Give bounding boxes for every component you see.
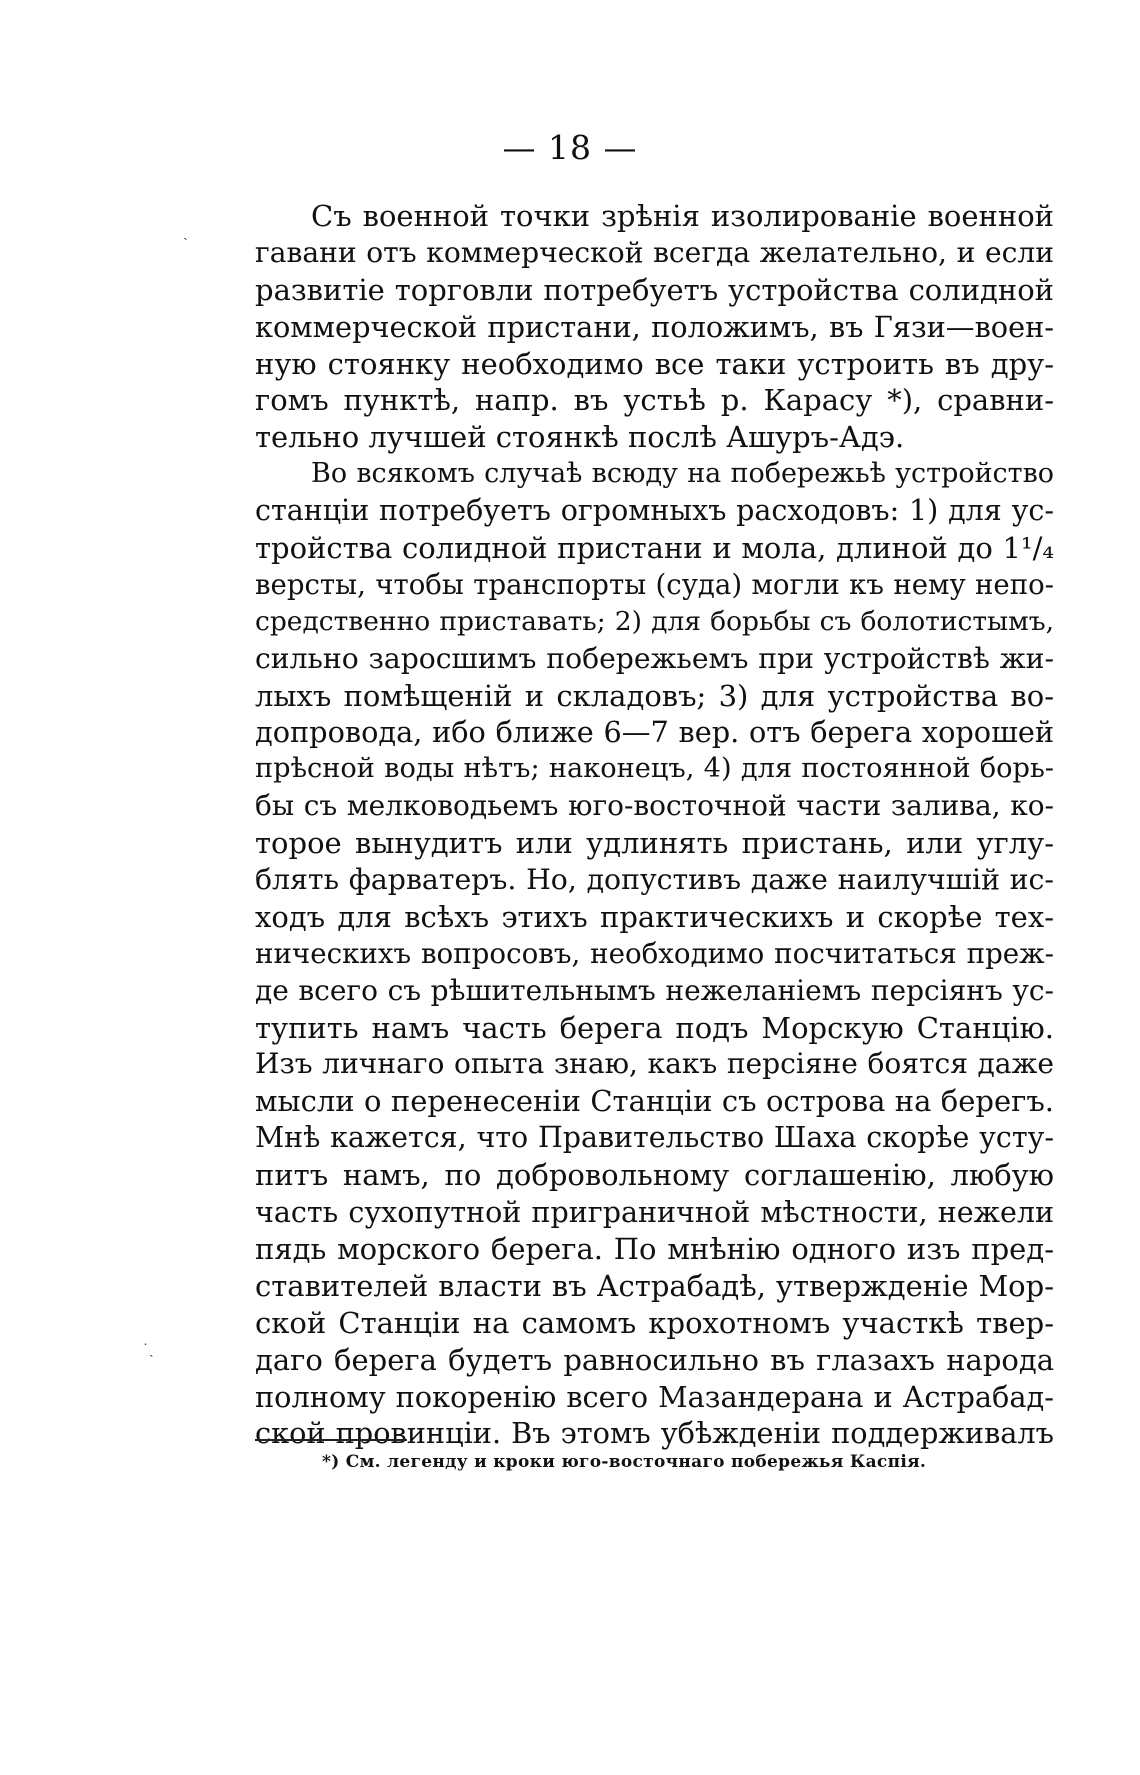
text-line: мысли о перенесеніи Станціи съ острова на берегъ.	[255, 1084, 1054, 1119]
text-line: пядь морского берега. По мнѣнію одного изъ пред-	[255, 1231, 1054, 1266]
text-line: станціи потребуетъ огромныхъ расходовъ: 1) для ус-	[255, 494, 1054, 528]
text-line: ническихъ вопросовъ, необходимо посчитаться преж-	[255, 936, 1054, 970]
text-line: средственно приставать; 2) для борьбы съ болотистымъ,	[255, 605, 1054, 637]
footnote: *) См. легенду и кроки юго-восточнаго побережья Каспія.	[322, 1452, 927, 1472]
text-line: коммерческой пристани, положимъ, въ Гязи—воен-	[255, 309, 1054, 344]
text-line: тройства солидной пристани и мола, длиной до 1¹/₄	[255, 531, 1054, 566]
text-line: лыхъ помѣщеній и складовъ; 3) для устройства во-	[255, 678, 1054, 713]
text-line: питъ намъ, по добровольному соглашенію, любую	[255, 1158, 1054, 1193]
footnote-divider	[255, 1439, 407, 1441]
body-text	[255, 198, 1054, 1452]
text-line: даго берега будетъ равносильно въ глазахъ народа	[255, 1342, 1054, 1377]
text-line: Изъ личнаго опыта знаю, какъ персіяне боятся даже	[255, 1047, 1054, 1081]
text-line: де всего съ рѣшительнымъ нежеланіемъ персіянъ ус-	[255, 973, 1054, 1007]
text-line: торое вынудитъ или удлинять пристань, или углу-	[255, 826, 1054, 861]
text-line: допровода, ибо ближе 6—7 вер. отъ берега хорошей	[255, 715, 1054, 750]
margin-speck: ˎ	[183, 225, 188, 241]
text-line: сильно заросшимъ побережьемъ при устройствѣ жи-	[255, 641, 1054, 675]
text-line: прѣсной воды нѣтъ; наконецъ, 4) для постоянной борь-	[255, 753, 1054, 785]
text-line: бы съ мелководьемъ юго-восточной части залива, ко-	[255, 789, 1054, 823]
text-line: ской провинціи. Въ этомъ убѣжденіи поддерживалъ	[255, 1416, 1054, 1451]
text-line: развитіе торговли потребуетъ устройства солидной	[255, 272, 1054, 307]
text-line: ходъ для всѣхъ этихъ практическихъ и скорѣе тех-	[255, 899, 1054, 934]
text-line: тельно лучшей стоянкѣ послѣ Ашуръ-Адэ.	[255, 420, 905, 455]
text-line: часть сухопутной пригpаничной мѣстности, нежели	[255, 1195, 1054, 1230]
page-number: — 18 —	[502, 128, 638, 167]
text-line: Мнѣ кажется, что Правительство Шаха скорѣе усту-	[255, 1121, 1054, 1155]
margin-speck: ˙ˏ	[142, 1342, 154, 1358]
text-line: блять фарватеръ. Но, допустивъ даже наилучшій ис-	[255, 863, 1054, 897]
text-line: ную стоянку необходимо все таки устроить въ дру-	[255, 346, 1054, 381]
text-line: Съ военной точки зрѣнія изолированіе военной	[311, 199, 1054, 233]
text-line: Во всякомъ случаѣ всюду на побережьѣ устройство	[311, 458, 1054, 490]
text-line: ской Станціи на самомъ крохотномъ участкѣ твер-	[255, 1305, 1054, 1340]
text-line: тупить намъ часть берега подъ Морскую Станцію.	[255, 1010, 1054, 1045]
text-line: гомъ пунктѣ, напр. въ устьѣ р. Карасу *), сравни-	[255, 383, 1054, 418]
text-line: гавани отъ коммерческой всегда желательно, и если	[255, 235, 1054, 269]
text-line: полному покоренію всего Мазандерана и Астрабад-	[255, 1379, 1054, 1414]
text-line: версты, чтобы транспорты (суда) могли къ нему непо-	[255, 567, 1054, 601]
text-line: ставителей власти въ Астрабадѣ, утвержденіе Мор-	[255, 1268, 1054, 1303]
